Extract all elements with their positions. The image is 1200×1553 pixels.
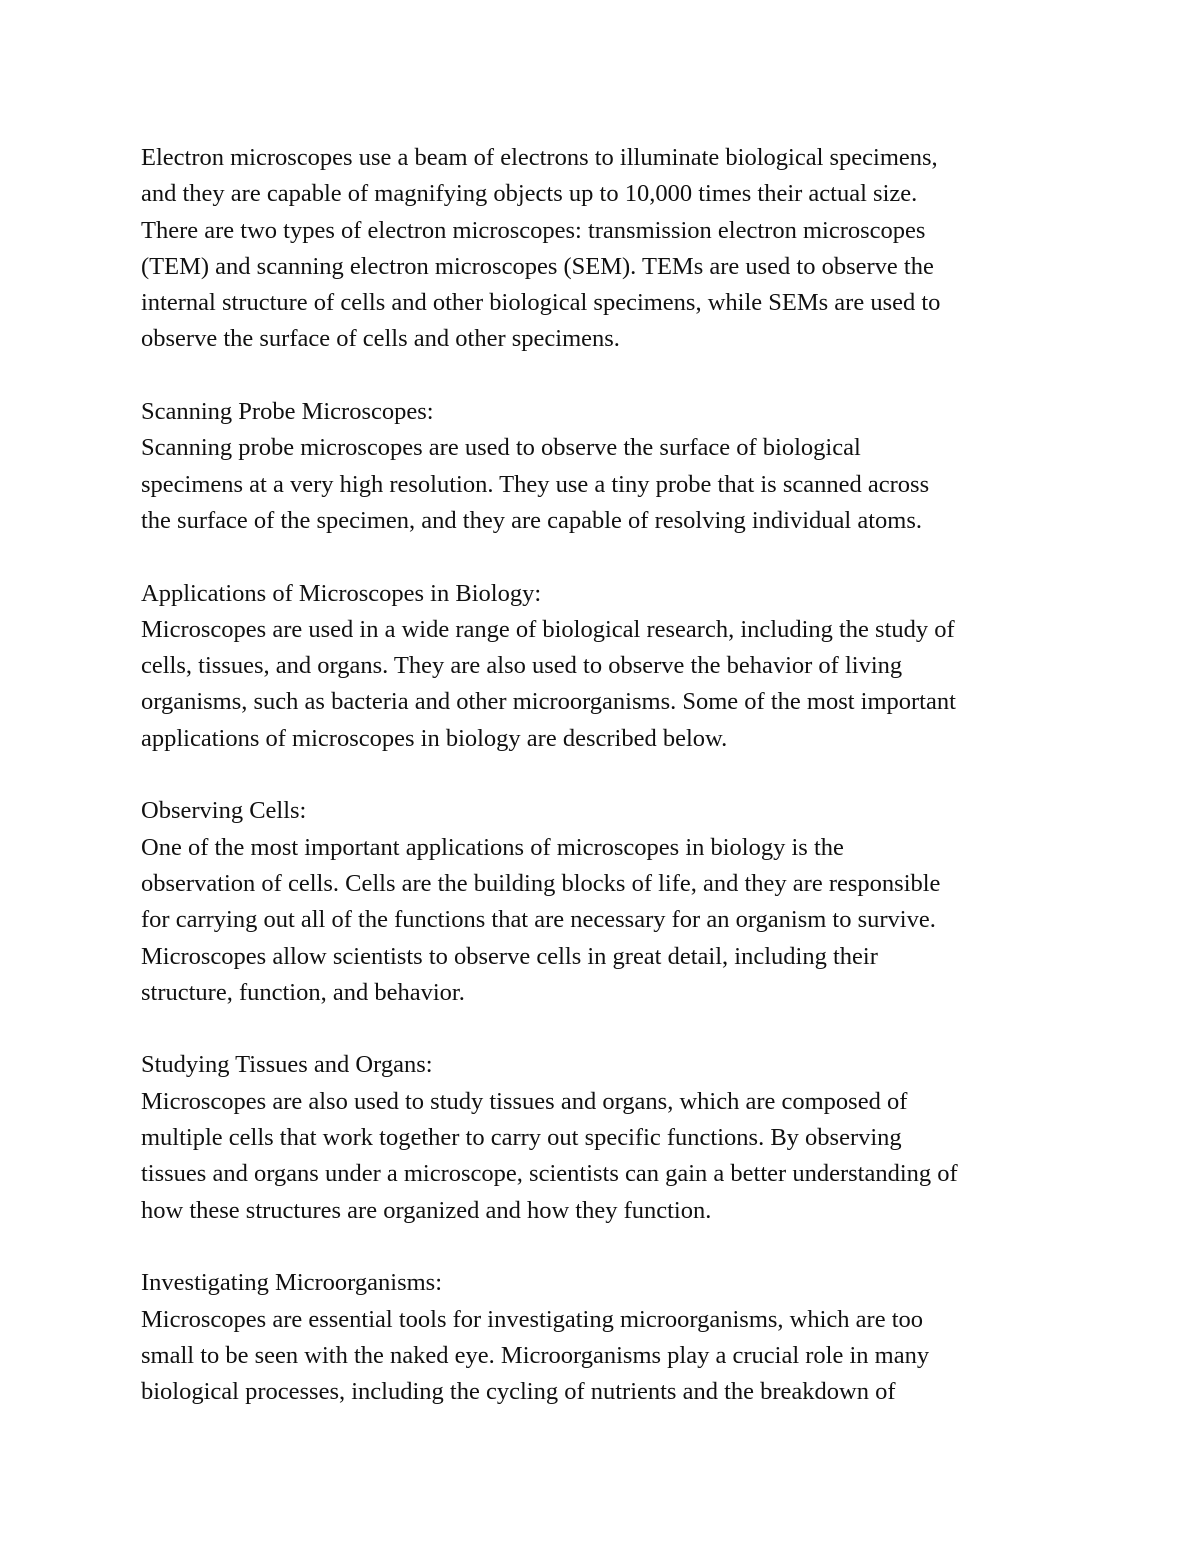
text-line: biological processes, including the cycling of nutrients and the breakdown of [141, 1378, 896, 1406]
text-line: Microscopes are used in a wide range of biological research, including the study of [141, 615, 955, 643]
section-paragraph [141, 1302, 1066, 1411]
text-line: observation of cells. Cells are the building blocks of life, and they are responsible [141, 869, 941, 897]
text-line: small to be seen with the naked eye. Microorganisms play a crucial role in many [141, 1341, 930, 1369]
section-paragraph [141, 430, 1066, 539]
section-paragraph [141, 1084, 1066, 1229]
section-heading: Scanning Probe Microscopes: [141, 398, 434, 426]
text-line: and they are capable of magnifying objects up to 10,000 times their actual size. [141, 180, 918, 208]
section-applications-in-biology [141, 576, 1066, 757]
text-line: Scanning probe microscopes are used to observe the surface of biological [141, 434, 861, 462]
text-line: cells, tissues, and organs. They are also used to observe the behavior of living [141, 652, 903, 680]
section-scanning-probe-microscopes [141, 394, 1066, 539]
text-line: the surface of the specimen, and they are capable of resolving individual atoms. [141, 506, 922, 534]
section-heading: Observing Cells: [141, 797, 307, 825]
text-line: multiple cells that work together to carry out specific functions. By observing [141, 1124, 902, 1152]
text-line: how these structures are organized and how they function. [141, 1196, 712, 1224]
text-line: tissues and organs under a microscope, scientists can gain a better understanding of [141, 1160, 958, 1188]
text-line: (TEM) and scanning electron microscopes (SEM). TEMs are used to observe the [141, 252, 934, 280]
text-line: Microscopes are also used to study tissues and organs, which are composed of [141, 1087, 908, 1115]
section-heading: Studying Tissues and Organs: [141, 1051, 433, 1079]
section-heading: Applications of Microscopes in Biology: [141, 579, 542, 607]
text-line: for carrying out all of the functions that are necessary for an organism to survive. [141, 906, 936, 934]
text-line: There are two types of electron microscopes: transmission electron microscopes [141, 216, 926, 244]
section-paragraph [141, 612, 1066, 757]
text-line: observe the surface of cells and other specimens. [141, 325, 620, 353]
text-line: specimens at a very high resolution. They use a tiny probe that is scanned across [141, 470, 930, 498]
intro-paragraph [141, 140, 1066, 358]
section-investigating-microorganisms [141, 1265, 1066, 1410]
text-line: Microscopes are essential tools for investigating microorganisms, which are too [141, 1305, 924, 1333]
text-line: One of the most important applications of microscopes in biology is the [141, 833, 844, 861]
text-line: internal structure of cells and other biological specimens, while SEMs are used to [141, 289, 941, 317]
text-line: applications of microscopes in biology are described below. [141, 724, 728, 752]
text-line: organisms, such as bacteria and other microorganisms. Some of the most important [141, 688, 956, 716]
text-line: Microscopes allow scientists to observe cells in great detail, including their [141, 942, 878, 970]
section-heading: Investigating Microorganisms: [141, 1269, 442, 1297]
section-observing-cells [141, 793, 1066, 1011]
section-studying-tissues-and-organs [141, 1047, 1066, 1228]
document-body [141, 140, 1066, 1447]
text-line: structure, function, and behavior. [141, 978, 465, 1006]
text-line: Electron microscopes use a beam of electrons to illuminate biological specimens, [141, 144, 938, 171]
section-paragraph [141, 830, 1066, 1011]
